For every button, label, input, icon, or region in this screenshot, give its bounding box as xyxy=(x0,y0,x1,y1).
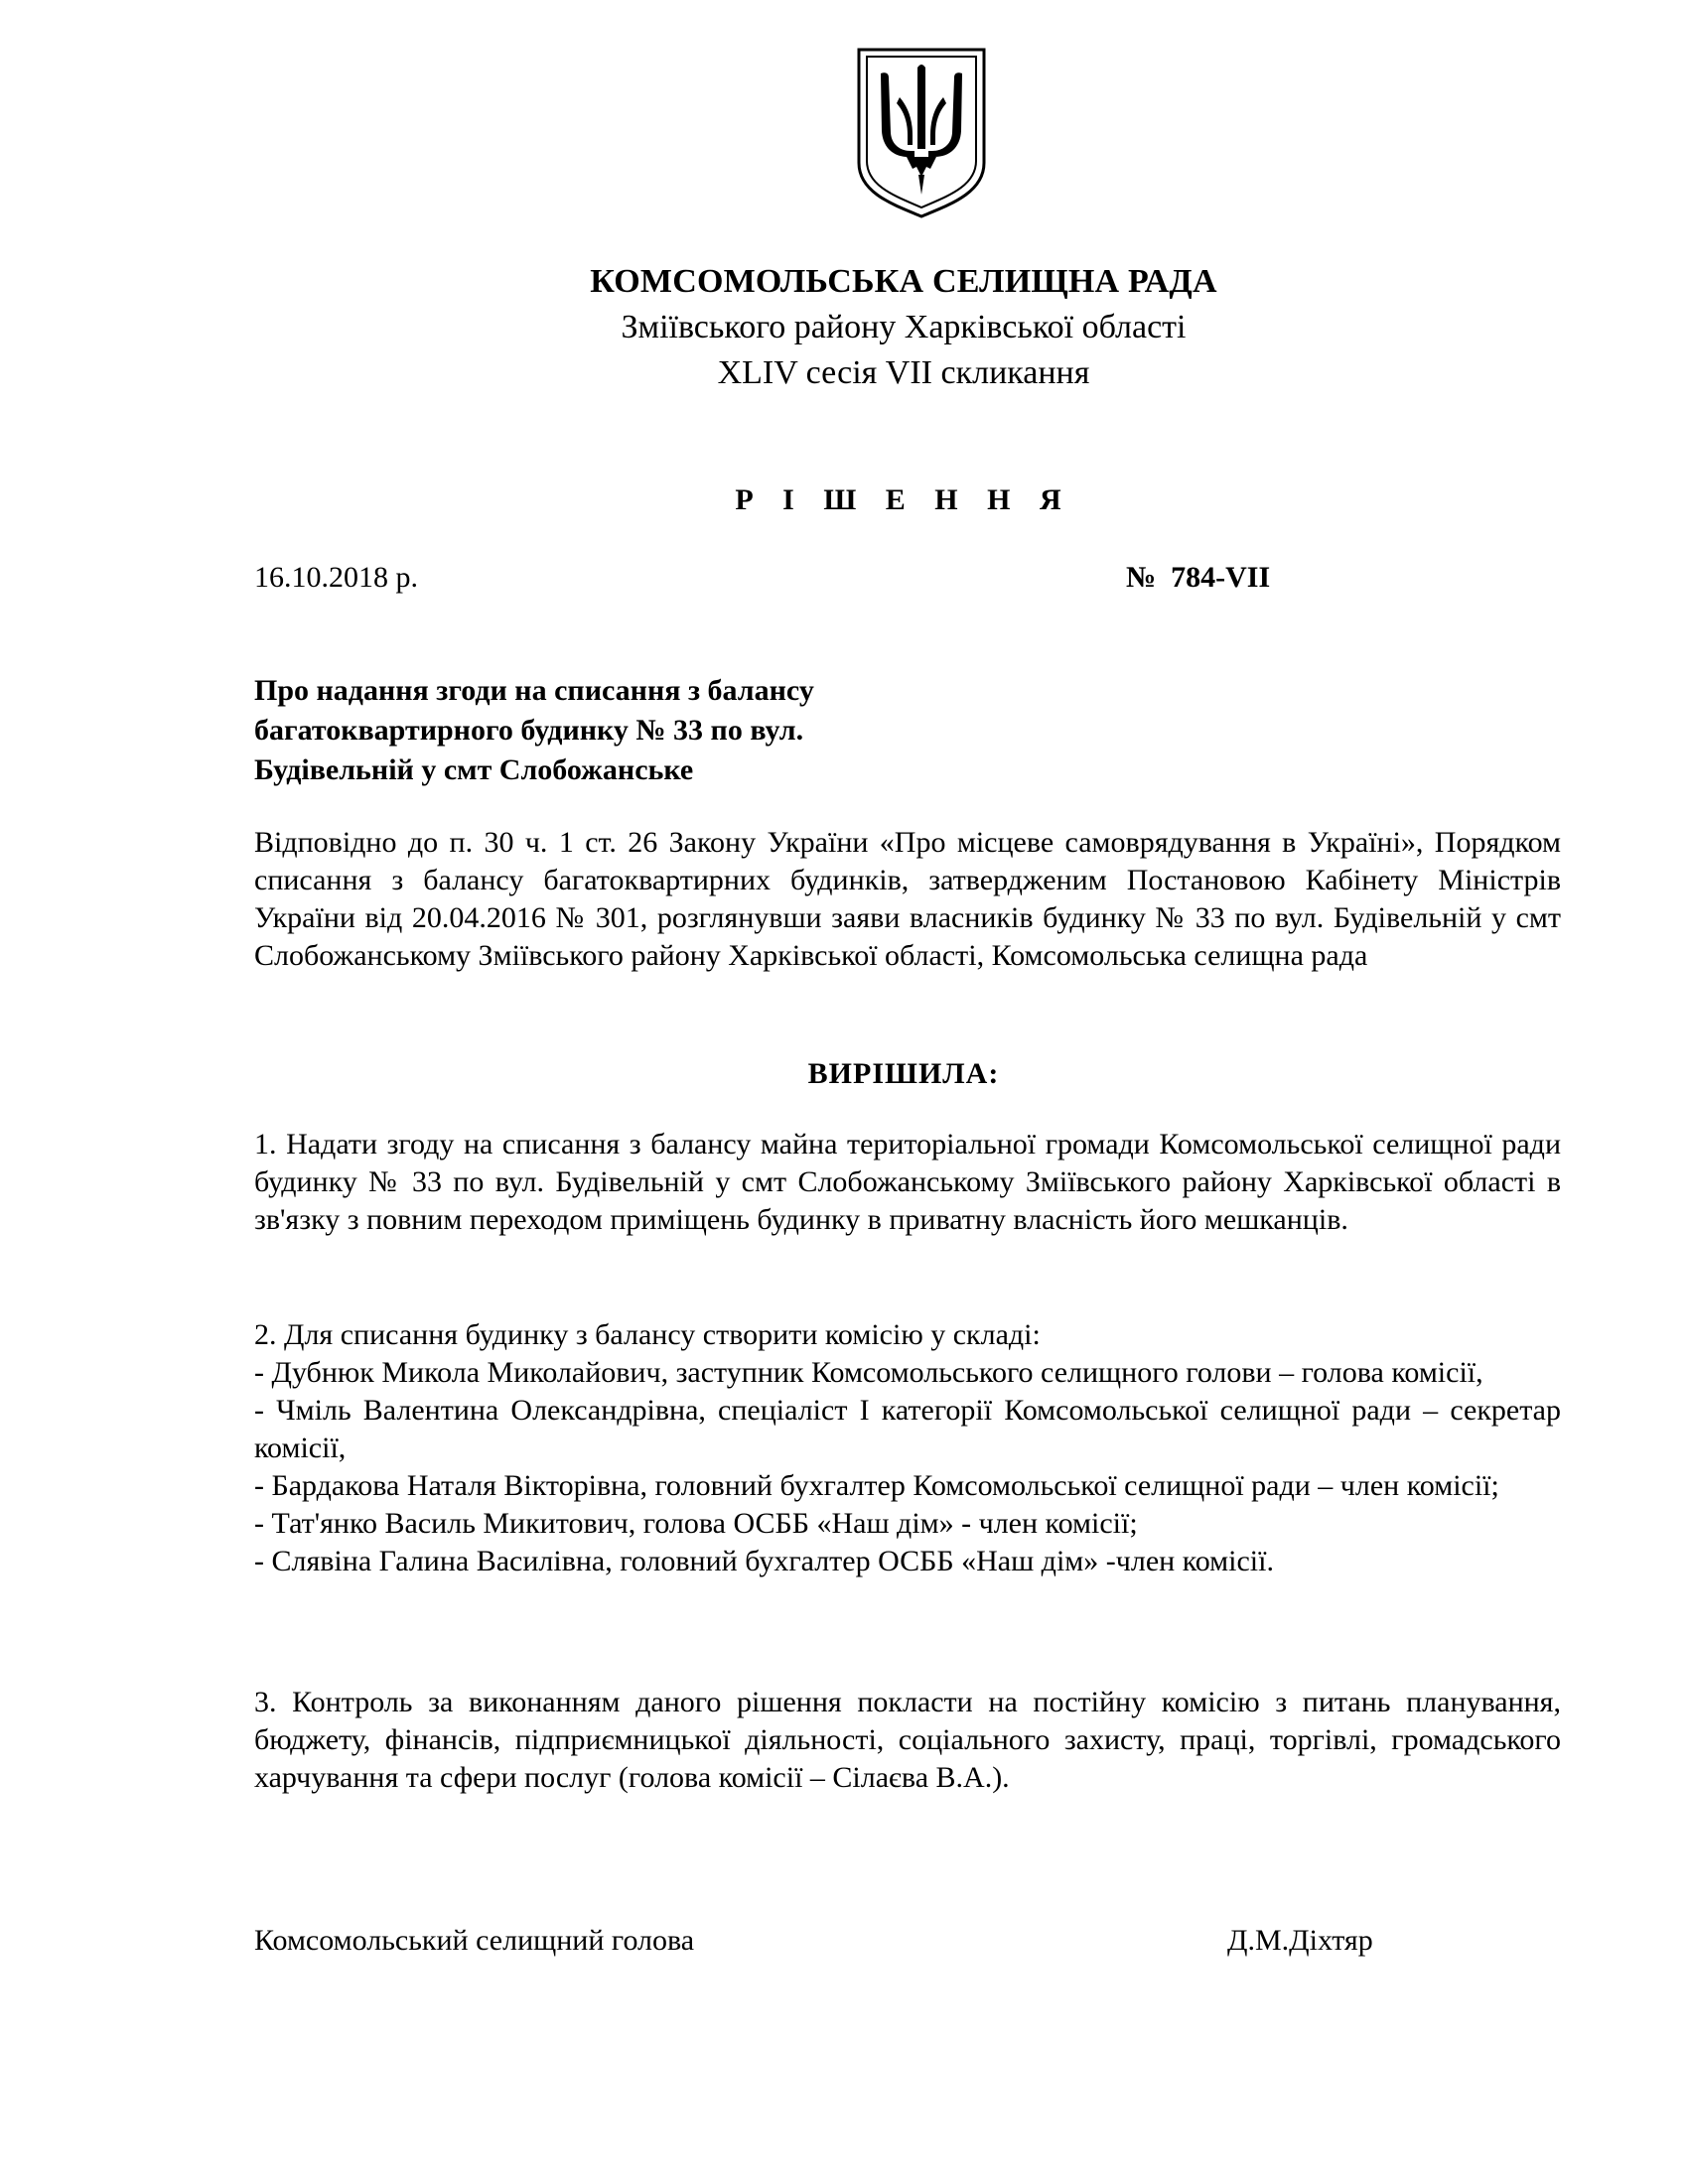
council-name: КОМСОМОЛЬСЬКА СЕЛИЩНА РАДА xyxy=(590,263,1217,300)
preamble-paragraph: Відповідно до п. 30 ч. 1 ст. 26 Закону України «Про місцеве самоврядування в Україні», Порядком списання з балансу багатоквартирних будинків, затвердженим Постановою Кабінету Міністрів України від 20.04.2016 № 301, розглянувши заяви власників будинку № 33 по вул. Будівельній у смт Слобожанському Зміївського району Харківської області, Комсомольська селищна рада xyxy=(254,826,1561,972)
commission-member: - Слявіна Галина Василівна, головний бухгалтер ОСББ «Наш дім» -член комісії. xyxy=(254,1545,1274,1577)
subject-line: Будівельній у смт Слобожанське xyxy=(254,753,694,786)
council-session: XLIV сесія VII скликання xyxy=(717,354,1090,391)
trident-emblem-icon xyxy=(855,46,988,218)
commission-member: - Чміль Валентина Олександрівна, спеціаліст І категорії Комсомольської селищної ради – секретар комісії, xyxy=(254,1394,1561,1464)
commission-member: - Тат'янко Василь Микитович, голова ОСББ «Наш дім» - член комісії; xyxy=(254,1507,1138,1540)
subject-line: Про надання згоди на списання з балансу xyxy=(254,674,814,707)
document-number: № 784-VII xyxy=(1126,561,1271,594)
item-2-intro: 2. Для списання будинку з балансу створити комісію у складі: xyxy=(254,1318,1041,1351)
commission-member: - Дубнюк Микола Миколайович, заступник Комсомольського селищного голови – голова комісії, xyxy=(254,1356,1483,1389)
decision-subject xyxy=(254,671,949,790)
decided-heading: ВИРІШИЛА: xyxy=(807,1057,1000,1090)
signature-name: Д.М.Діхтяр xyxy=(1227,1924,1373,1957)
council-district: Зміївського району Харківської області xyxy=(621,309,1187,345)
decision-item-3: 3. Контроль за виконанням даного рішення покласти на постійну комісію з питань планування, бюджету, фінансів, підприємницької діяльності, соціального захисту, праці, торгівлі, громадського харчування та сфери послуг (голова комісії – Сілаєва В.А.). xyxy=(254,1686,1561,1794)
document-date: 16.10.2018 р. xyxy=(254,561,418,594)
decision-item-1: 1. Надати згоду на списання з балансу майна територіальної громади Комсомольської селищної ради будинку № 33 по вул. Будівельній у смт Слобожанському Зміївського району Харківської області в зв'язку з повним переходом приміщень будинку в приватну власність його мешканців. xyxy=(254,1128,1561,1236)
signature-title: Комсомольський селищний голова xyxy=(254,1924,695,1957)
decision-item-2 xyxy=(254,1316,1561,1580)
document-title: Р І Ш Е Н Н Я xyxy=(735,483,1072,516)
subject-line: багатоквартирного будинку № 33 по вул. xyxy=(254,714,804,747)
commission-member: - Бардакова Наталя Вікторівна, головний бухгалтер Комсомольської селищної ради – член комісії; xyxy=(254,1469,1499,1502)
